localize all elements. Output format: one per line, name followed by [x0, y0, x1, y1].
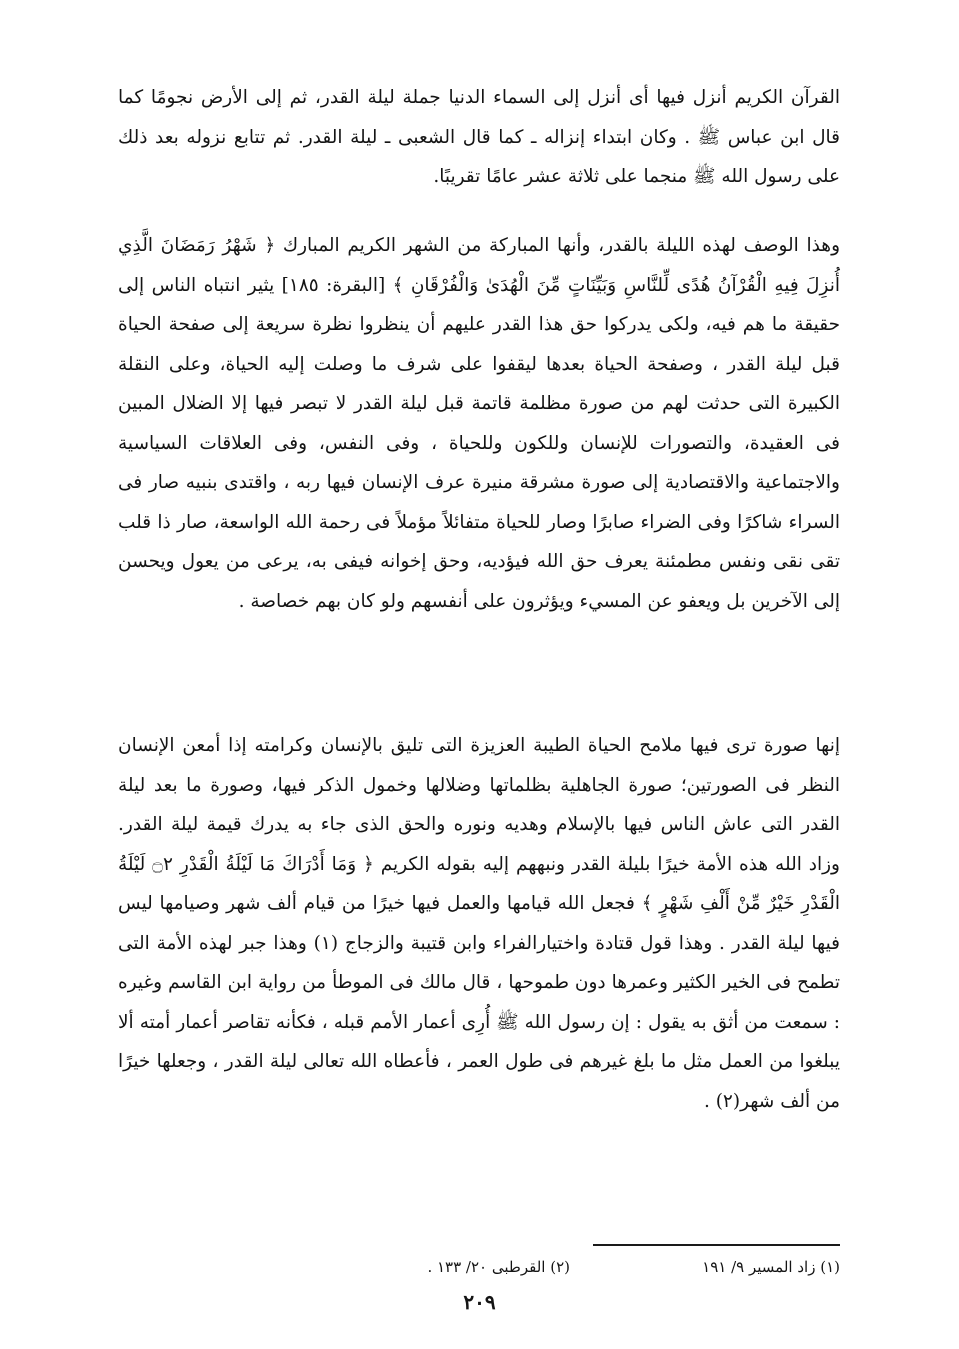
paragraph-3-text: إنها صورة ترى فيها ملامح الحياة الطيبة العزيزة التى تليق بالإنسان وكرامته إذا أمعن الإنسان النظر فى الصورتين؛ صورة الجاهلية بظلماتها وضلالها وخمول الذكر فيها، وصورة ما بعد ليلة القدر التى عاش الناس فيها بالإسلام وهديه ونوره والحق الذى جاء به يدرك قيمة ليلة القدر. وزاد الله هذه الأمة خيرًا بليلة القدر ونبههم إليه بقوله الكريم ﴿ وَمَا أَدْرَاكَ مَا لَيْلَةُ الْقَدْرِ ۝٢ لَيْلَةُ الْقَدْرِ خَيْرٌ مِّنْ أَلْفِ شَهْرٍ ﴾ فجعل الله قيامها والعمل فيها خيرًا من قيام ألف شهر وصيامها ليس فيها ليلة القدر . وهذا قول قتادة واختيارالفراء وابن قتيبة والزجاج (١) وهذا جبر لهذه الأمة التى تطمح فى الخير الكثير وعمرها دون طموحها ، قال مالك فى الموطأ من رواية ابن القاسم وغيره : سمعت من أثق به يقول : إن رسول الله ﷺ أُرِى أعمار الأمم قبله ، فكأنه تقاصر أعمار أمته ألا يبلغوا من العمل مثل ما بلغ غيرهم فى طول العمر ، فأعطاه الله تعالى ليلة القدر ، وجعلها خيرًا من ألف شهر(٢) . — [118, 735, 841, 1112]
footnote-divider — [593, 1244, 840, 1246]
paragraph-2-text: وهذا الوصف لهذه الليلة بالقدر، وأنها المباركة من الشهر الكريم المبارك ﴿ شَهْرُ رَمَضَانَ الَّذِي أُنزِلَ فِيهِ الْقُرْآنُ هُدًى لِّلنَّاسِ وَبَيِّنَاتٍ مِّنَ الْهُدَىٰ وَالْفُرْقَانِ ﴾ [البقرة: ١٨٥] يثير انتباه الناس إلى حقيقة ما هم فيه، ولكى يدركوا حق هذا القدر عليهم أن ينظروا نظرة سريعة إلى صفحة الحياة قبل ليلة القدر ، وصفحة الحياة بعدها ليقفوا على شرف ما وصلت إليه الحياة، وعلى النقلة الكبيرة التى حدثت لهم من صورة مظلمة قاتمة قبل ليلة القدر لا تبصر فيها إلا الضلال المبين فى العقيدة، والتصورات للإنسان وللكون وللحياة ، وفى النفس، وفى العلاقات السياسية والاجتماعية والاقتصادية إلى صورة مشرقة منيرة عرف الإنسان فيها ربه ، واقتدى بنبيه صار فى السراء شاكرًا وفى الضراء صابرًا وصار للحياة متفائلاً مؤملاً فى رحمة الله الواسعة، صار ذا قلب تقى نقى ونفس مطمئنة يعرف حق الله فيؤديه، وحق إخوانه فيفى به، يرعى من يعول ويحسن إلى الآخرين بل ويعفو عن المسيء ويؤثرون على أنفسهم ولو كان بهم خصاصة . — [118, 235, 840, 612]
paragraph-1 — [118, 78, 840, 197]
footnote-2: (٢) القرطبى ٢٠/ ١٣٣ . — [427, 1258, 570, 1276]
page-number: ٢٠٩ — [463, 1290, 496, 1314]
paragraph-2 — [118, 226, 840, 621]
paragraph-3 — [118, 726, 840, 1121]
paragraph-1-text: القرآن الكريم أنزل فيها أى أنزل إلى السماء الدنيا جملة ليلة القدر، ثم إلى الأرض نجومًا كما قال ابن عباس ﷺ . وكان ابتداء إنزاله ـ كما قال الشعبى ـ ليلة القدر. ثم تتابع نزوله بعد ذلك على رسول الله ﷺ منجما على ثلاثة عشر عامًا تقريبًا. — [118, 87, 840, 187]
footnote-1: (١) زاد المسير ٩/ ١٩١ — [702, 1258, 840, 1276]
